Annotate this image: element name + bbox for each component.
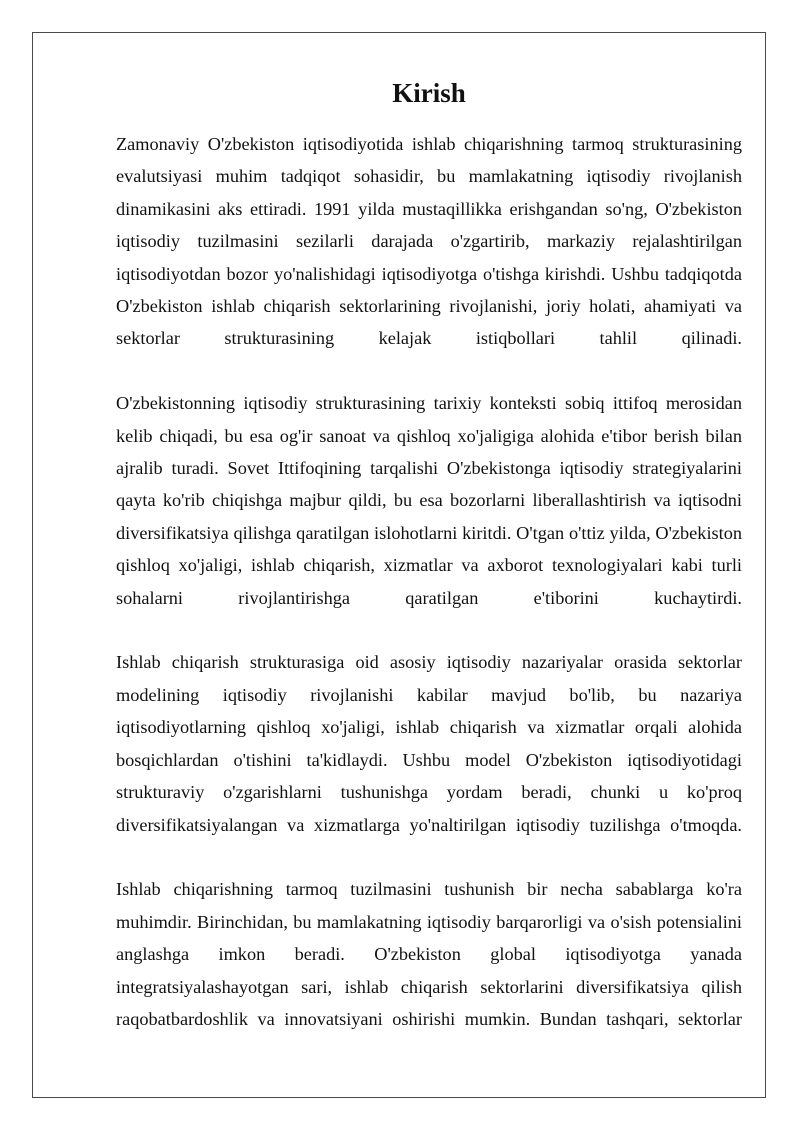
page-title: Kirish — [392, 78, 466, 108]
paragraph-1: Zamonaviy O'zbekiston iqtisodiyotida ishlab chiqarishning tarmoq strukturasining evalutsiyasi muhim tadqiqot sohasidir, bu mamlakatning iqtisodiy rivojlanish dinamikasini aks ettiradi. 1991 yilda mustaqillikka erishgandan so'ng, O'zbekiston iqtisodiy tuzilmasini sezilarli darajada o'zgartirib, markaziy rejalashtirilgan iqtisodiyotdan bozor yo'nalishidagi iqtisodiyotga o'tishga kirishdi. Ushbu tadqiqotda O'zbekiston ishlab chiqarish sektorlarining rivojlanishi, joriy holati, ahamiyati va sektorlar strukturasining kelajak istiqbollari tahlil qilinadi. — [116, 134, 742, 349]
paragraph-3: Ishlab chiqarish strukturasiga oid asosiy iqtisodiy nazariyalar orasida sektorlar modelining iqtisodiy rivojlanishi kabilar mavjud bo'lib, bu nazariya iqtisodiyotlarning qishloq xo'jaligi, ishlab chiqarish va xizmatlar orqali alohida bosqichlardan o'tishini ta'kidlaydi. Ushbu model O'zbekiston iqtisodiyotidagi strukturaviy o'zgarishlarni tushunishga yordam beradi, chunki u ko'proq diversifikatsiyalangan va xizmatlarga yo'naltirilgan iqtisodiy tuzilishga o'tmoqda. — [116, 652, 742, 835]
paragraph-2: O'zbekistonning iqtisodiy strukturasining tarixiy konteksti sobiq ittifoq merosidan kelib chiqadi, bu esa og'ir sanoat va qishloq xo'jaligiga alohida e'tibor berish bilan ajralib turadi. Sovet Ittifoqining tarqalishi O'zbekistonga iqtisodiy strategiyalarini qayta ko'rib chiqishga majbur qildi, bu esa bozorlarni liberallashtirish va iqtisodni diversifikatsiya qilishga qaratilgan islohotlarni kiritdi. O'tgan o'ttiz yilda, O'zbekiston qishloq xo'jaligi, ishlab chiqarish, xizmatlar va axborot texnologiyalari kabi turli sohalarni rivojlantirishga qaratilgan e'tiborini kuchaytirdi. — [116, 393, 742, 608]
paragraph-4: Ishlab chiqarishning tarmoq tuzilmasini tushunish bir necha sabablarga ko'ra muhimdir. Birinchidan, bu mamlakatning iqtisodiy barqarorligi va o'sish potensialini anglashga imkon beradi. O'zbekiston global iqtisodiyotga yanada integratsiyalashayotgan sari, ishlab chiqarish sektorlarini diversifikatsiya qilish raqobatbardoshlik va innovatsiyani oshirishi mumkin. Bundan tashqari, sektorlar — [116, 879, 742, 1029]
document-page — [32, 32, 766, 1098]
page-content — [116, 33, 742, 1035]
